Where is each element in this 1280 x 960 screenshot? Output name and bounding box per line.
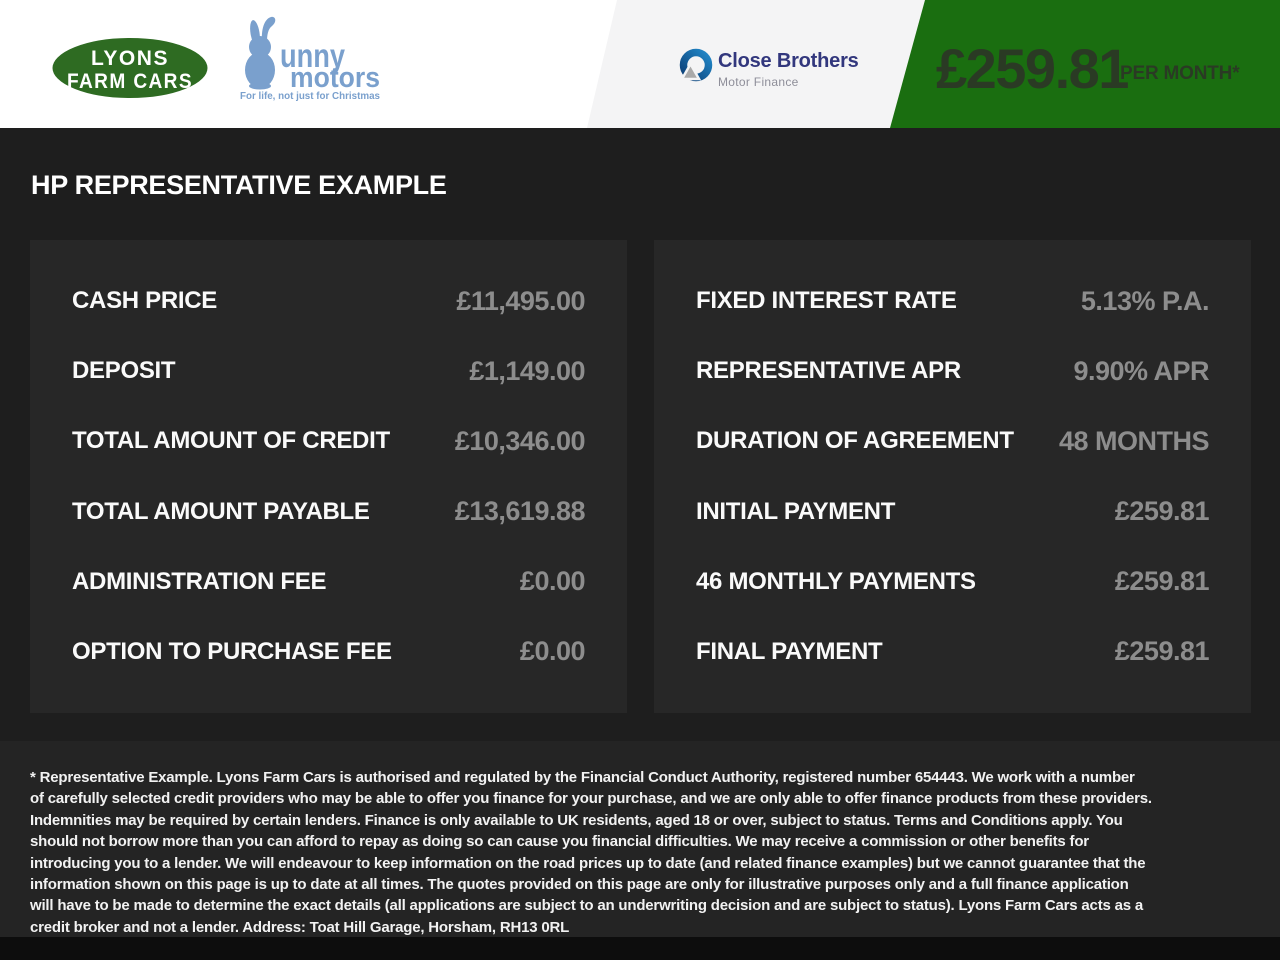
row-value: 48 MONTHS xyxy=(1058,425,1209,456)
row-label: TOTAL AMOUNT PAYABLE xyxy=(72,497,370,525)
finance-row-monthly-payments xyxy=(696,548,1209,616)
row-value: 9.90% APR xyxy=(1073,355,1209,386)
row-value: £10,346.00 xyxy=(454,425,585,456)
close-brothers-logo xyxy=(678,48,938,92)
row-value: 5.13% P.A. xyxy=(1080,285,1209,316)
finance-row-total-payable xyxy=(72,478,585,546)
disclaimer-section xyxy=(0,741,1280,937)
row-label: CASH PRICE xyxy=(72,287,218,314)
close-brothers-name: Close Brothers xyxy=(718,50,859,72)
bunny-motors-logo xyxy=(238,14,383,102)
close-brothers-subtitle: Motor Finance xyxy=(718,75,799,89)
finance-row-duration xyxy=(696,407,1209,475)
finance-row-deposit xyxy=(72,337,585,405)
rabbit-icon xyxy=(245,17,275,90)
close-brothers-icon xyxy=(678,48,714,84)
finance-row-final-payment xyxy=(696,618,1209,686)
finance-panel-right xyxy=(654,240,1251,713)
finance-row-total-credit xyxy=(72,407,585,475)
row-label: ADMINISTRATION FEE xyxy=(72,567,327,595)
row-label: FINAL PAYMENT xyxy=(696,637,883,665)
finance-row-apr xyxy=(696,337,1209,405)
lyons-logo-line2: FARM CARS xyxy=(67,70,193,93)
finance-row-admin-fee xyxy=(72,548,585,616)
row-label: REPRESENTATIVE APR xyxy=(696,357,961,385)
finance-row-interest-rate xyxy=(696,267,1209,335)
row-label: 46 MONTHLY PAYMENTS xyxy=(696,567,976,595)
row-value: £0.00 xyxy=(519,636,585,667)
row-label: TOTAL AMOUNT OF CREDIT xyxy=(72,427,390,455)
close-brothers-text xyxy=(718,50,859,89)
monthly-price-period: PER MONTH* xyxy=(1120,63,1240,84)
row-label: INITIAL PAYMENT xyxy=(696,497,896,525)
row-value: £259.81 xyxy=(1114,566,1209,597)
finance-row-option-fee xyxy=(72,618,585,686)
row-value: £11,495.00 xyxy=(456,285,585,316)
finance-row-cash-price xyxy=(72,267,585,335)
row-value: £1,149.00 xyxy=(469,355,585,386)
row-label: DEPOSIT xyxy=(72,357,176,385)
row-value: £13,619.88 xyxy=(454,496,585,527)
row-value: £259.81 xyxy=(1114,496,1209,527)
lyons-farm-cars-logo xyxy=(48,34,212,102)
page-title: HP REPRESENTATIVE EXAMPLE xyxy=(31,170,447,200)
row-value: £259.81 xyxy=(1114,636,1209,667)
monthly-price: £259.81 xyxy=(936,37,1128,100)
header-banner xyxy=(0,0,1280,128)
footer-strip xyxy=(0,937,1280,960)
lyons-logo-line1: LYONS xyxy=(91,47,169,70)
bunny-logo-word2: motors xyxy=(290,62,380,94)
row-label: FIXED INTEREST RATE xyxy=(696,287,957,314)
row-value: £0.00 xyxy=(519,566,585,597)
row-label: OPTION TO PURCHASE FEE xyxy=(72,637,392,665)
disclaimer-text: * Representative Example. Lyons Farm Cars is authorised and regulated by the Financial Conduct Authority, registered number 654443. We work with a number of carefully selected credit providers who may be able to offer you finance for your purchase, and we are only able to offer finance products from these providers. Indemnities may be required by certain lenders. Finance is only available to UK residents, aged 18 or over, subject to status. Terms and Conditions apply. You should not borrow more than you can afford to repay as doing so can cause you financial difficulties. We may receive a commission or other benefits for introducing you to a lender. We will endeavour to keep information on the road prices up to date (and related finance examples) but we cannot guarantee that the information shown on this page is up to date at all times. The quotes provided on this page are only for illustrative purposes only and a full finance application will have to be made to determine the exact details (all applications are subject to an underwriting decision and are subject to status). Lyons Farm Cars acts as a credit broker and not a lender. Address: Toat Hill Garage, Horsham, RH13 0RL xyxy=(30,769,1152,936)
finance-panel-left xyxy=(30,240,627,713)
bunny-logo-tagline: For life, not just for Christmas xyxy=(240,90,381,102)
finance-row-initial-payment xyxy=(696,478,1209,546)
row-label: DURATION OF AGREEMENT xyxy=(696,427,1014,455)
bunny-logo-word1: unny xyxy=(280,37,346,74)
